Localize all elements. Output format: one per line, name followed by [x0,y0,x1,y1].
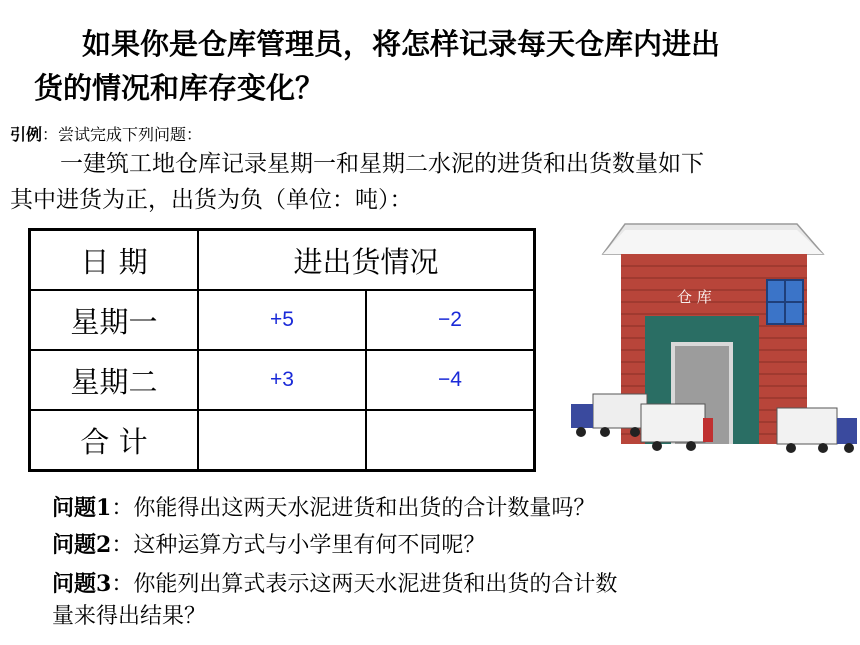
truck-right [777,408,857,453]
title-line-1: 如果你是仓库管理员，将怎样记录每天仓库内进出 [82,27,721,61]
intro-line-1: 一建筑工地仓库记录星期一和星期二水泥的进货和出货数量如下 [60,151,704,177]
header-date: 日 期 [30,230,199,291]
intro-paragraph [10,146,860,218]
example-heading [10,122,202,145]
example-text: ：尝试完成下列问题： [42,125,203,144]
question-text: ：这种运算方式与小学里有何不同呢？ [111,533,486,558]
row-in: +3 [198,350,366,410]
row-out: −2 [366,290,535,350]
table-row [30,350,535,410]
row-day: 星期二 [30,350,199,410]
question-label: 问题1 [52,495,112,521]
roof-snow [603,230,823,254]
header-status: 进出货情况 [198,230,535,291]
question-list [52,490,832,633]
table-header-row [30,230,535,291]
question-text-continued: 量来得出结果？ [52,604,207,629]
question-1 [52,490,832,527]
question-text: ：你能得出这两天水泥进货和出货的合计数量吗？ [111,496,596,521]
question-text: ：你能列出算式表示这两天水泥进货和出货的合计数 [111,572,618,597]
title-line-2: 货的情况和库存变化？ [34,71,325,105]
row-day: 星期一 [30,290,199,350]
question-label: 问题3 [52,571,112,597]
example-label: 引例 [10,125,43,144]
warehouse-illustration [565,222,860,457]
row-day: 合 计 [30,410,199,471]
row-out [366,410,535,471]
table-row [30,290,535,350]
intro-line-2: 其中进货为正，出货为负（单位：吨）： [10,187,413,213]
row-in: +5 [198,290,366,350]
row-out: −4 [366,350,535,410]
truck-left [571,394,647,437]
row-in [198,410,366,471]
question-label: 问题2 [52,532,112,558]
cement-record-table [28,228,536,472]
table-row [30,410,535,471]
page-title [34,22,834,110]
question-2 [52,527,832,564]
question-3 [52,568,832,633]
warehouse-sign: 仓 库 [677,288,712,306]
